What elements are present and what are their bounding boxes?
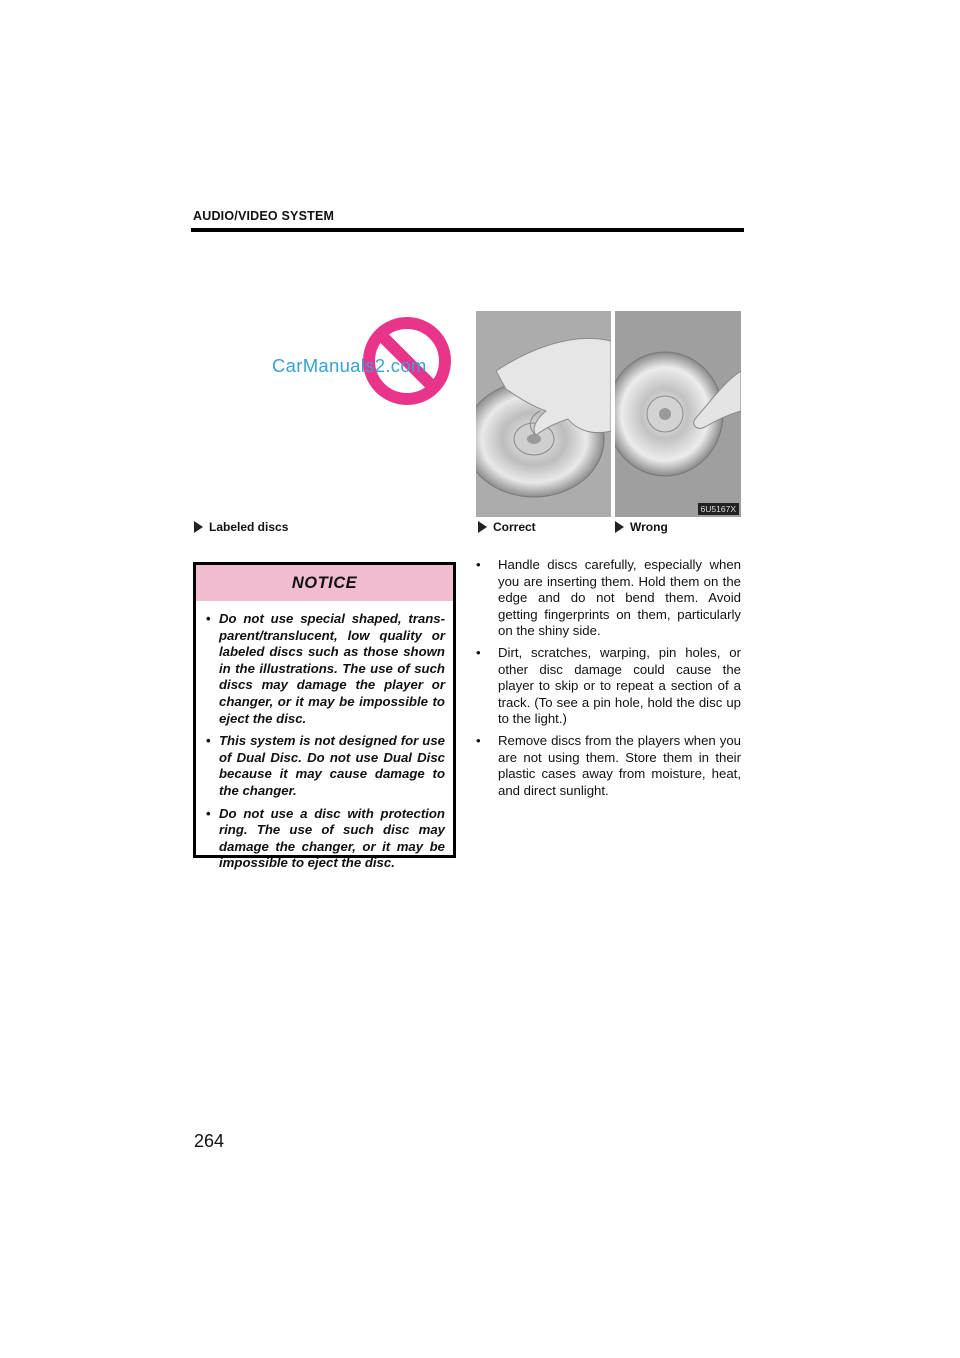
notice-item-text: Do not use a disc with protection ring. The use of such disc may damage the changer, or it may be impossible to eject the disc. <box>219 805 445 871</box>
caption-correct-text: Correct <box>493 520 536 534</box>
header-rule <box>191 228 744 232</box>
list-item-text: Remove discs from the players when you are not using them. Store them in their plastic cases away from moisture, heat, and direct sunlight. <box>498 732 741 798</box>
disc-wrong-illustration <box>615 311 741 517</box>
caption-wrong-text: Wrong <box>630 520 668 534</box>
bullet-icon: • <box>206 805 211 821</box>
notice-item <box>206 806 445 872</box>
arrow-icon <box>615 521 624 533</box>
list-item <box>476 645 741 728</box>
notice-item <box>206 611 445 727</box>
list-item-text: Handle discs carefully, especially when you are inserting them. Hold them on the edge and do not bend them. Avoid getting fingerprints on them, particularly on the shiny side. <box>498 557 741 639</box>
bullet-icon: • <box>476 557 481 572</box>
list-item <box>476 733 741 799</box>
caption-correct <box>478 520 536 534</box>
photo-code: 6U5167X <box>698 503 739 515</box>
disc-correct-illustration <box>476 311 611 517</box>
caption-labeled-discs <box>194 520 288 534</box>
wrong-handling-photo <box>615 311 741 517</box>
arrow-icon <box>478 521 487 533</box>
notice-box <box>193 562 456 871</box>
bullet-icon: • <box>206 611 211 626</box>
list-item-text: Dirt, scratches, warping, pin holes, or other disc damage could cause the player to skip or to repeat a section of a track. (To see a pin hole, hold the disc up to the light.) <box>498 644 741 727</box>
bullet-icon: • <box>476 732 481 748</box>
notice-title: NOTICE <box>196 565 453 601</box>
arrow-icon <box>194 521 203 533</box>
bullet-icon: • <box>476 644 481 660</box>
watermark-text: CarManuals2.com <box>272 355 427 376</box>
caption-wrong <box>615 520 668 534</box>
bullet-icon: • <box>206 733 211 749</box>
list-item <box>476 557 741 640</box>
section-title: AUDIO/VIDEO SYSTEM <box>193 209 335 223</box>
notice-item-text: Do not use special shaped, transparent/translucent, low quality or labeled discs such as those shown in the illustrations. The use of such discs may damage the player or changer, or it may be impossible to eject the disc. <box>219 611 445 726</box>
notice-list <box>196 601 453 872</box>
page-number: 264 <box>194 1131 225 1151</box>
handling-instructions-list <box>476 557 741 804</box>
notice-item <box>206 733 445 799</box>
notice-item-text: This system is not designed for use of Dual Disc. Do not use Dual Disc because it may cause damage to the changer. <box>219 733 445 798</box>
correct-handling-photo <box>476 311 611 517</box>
caption-labeled-text: Labeled discs <box>209 520 289 534</box>
